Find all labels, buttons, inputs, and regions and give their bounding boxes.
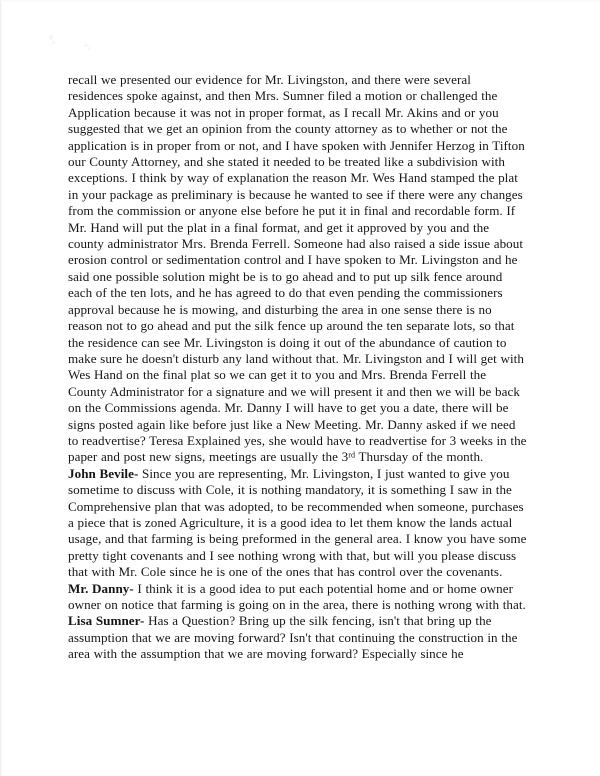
scan-edge-artifact-left <box>0 0 3 776</box>
speaker-label-lisa-sumner: Lisa Sumner- <box>68 613 145 629</box>
speaker-label-mr-danny: Mr. Danny- <box>68 580 134 596</box>
paragraph-text-tail: Thursday of the month. <box>355 449 484 465</box>
scan-edge-artifact-top <box>0 0 600 2</box>
paragraph-john-bevile <box>68 466 528 581</box>
paragraph-mr-danny <box>68 581 528 614</box>
scan-speckle <box>52 41 55 44</box>
paragraph-continuation <box>68 72 528 466</box>
paragraph-text: Since you are representing, Mr. Livingston, I just wanted to give you sometime to discuss with Cole, it is nothing mandatory, it is something I saw in the Comprehensive plan that was adopted, to be recommended when someone, purchases a piece that is zoned Agriculture, it is a good idea to let them know the lands actual usage, and that farming is being preformed in the general area. I know you have some pretty tight covenants and I see nothing wrong with that, but will you please discuss that with Mr. Cole since he is one of the ones that has control over the covenants. <box>68 465 527 580</box>
paragraph-text: recall we presented our evidence for Mr. Livingston, and there were several residences spoke against, and then Mrs. Sumner filed a motion or challenged the Application because it was not in proper format, as I recall Mr. Akins and or you suggested that we get an opinion from the county attorney as to whether or not the application is in proper from or not, and I have spoken with Jennifer Herzog in Tifton our County Attorney, and she stated it needed to be treated like a subdivision with exceptions. I think by way of explanation the reason Mr. Wes Hand stamped the plat in your package as preliminary is because he wanted to see if there were any changes from the commission or anyone else before he put it in final and recordable form. If Mr. Hand will put the plat in a final format, and get it approved by you and the county administrator Mrs. Brenda Ferrell. Someone had also raised a side issue about erosion control or sedimentation control and I have spoken to Mr. Livingston and he said one possible solution might be is to go ahead and to put up silk fence around each of the ten lots, and he has agreed to do that even pending the commissioners approval because he is mowing, and disturbing the area in one sense there is no reason not to go ahead and put the silk fence up around the ten separate lots, so that the residence can see Mr. Livingston is doing it out of the abundance of caution to make sure he doesn't disturb any land without that. Mr. Livingston and I will get with Wes Hand on the final plat so we can get it to you and Mrs. Brenda Ferrell the County Administrator for a signature and we will present it and then we will be back on the Commissions agenda. Mr. Danny I will have to get you a date, there will be signs posted again like before just like a New Meeting. Mr. Danny asked if we need to readvertise? Teresa Explained yes, she would have to readvertise for 3 weeks in the paper and post new signs, meetings are usually the <box>68 72 527 465</box>
document-text-body <box>68 72 528 663</box>
paragraph-text: I think it is a good idea to put each potential home and or home owner owner on notice that farming is going on in the area, there is nothing wrong with that. <box>68 580 526 612</box>
ordinal-suffix: rd <box>348 450 356 460</box>
paragraph-lisa-sumner <box>68 613 528 662</box>
paragraph-text: Has a Question? Bring up the silk fencing, isn't that bring up the assumption that we are moving forward? Isn't that continuing the construction in the area with the assumption that we are moving forward? Especially since he <box>68 613 518 662</box>
scan-speckle <box>49 35 53 40</box>
ordinal-number: 3 <box>341 449 349 465</box>
scan-speckle <box>88 47 91 50</box>
speaker-label-john-bevile: John Bevile- <box>68 465 139 481</box>
